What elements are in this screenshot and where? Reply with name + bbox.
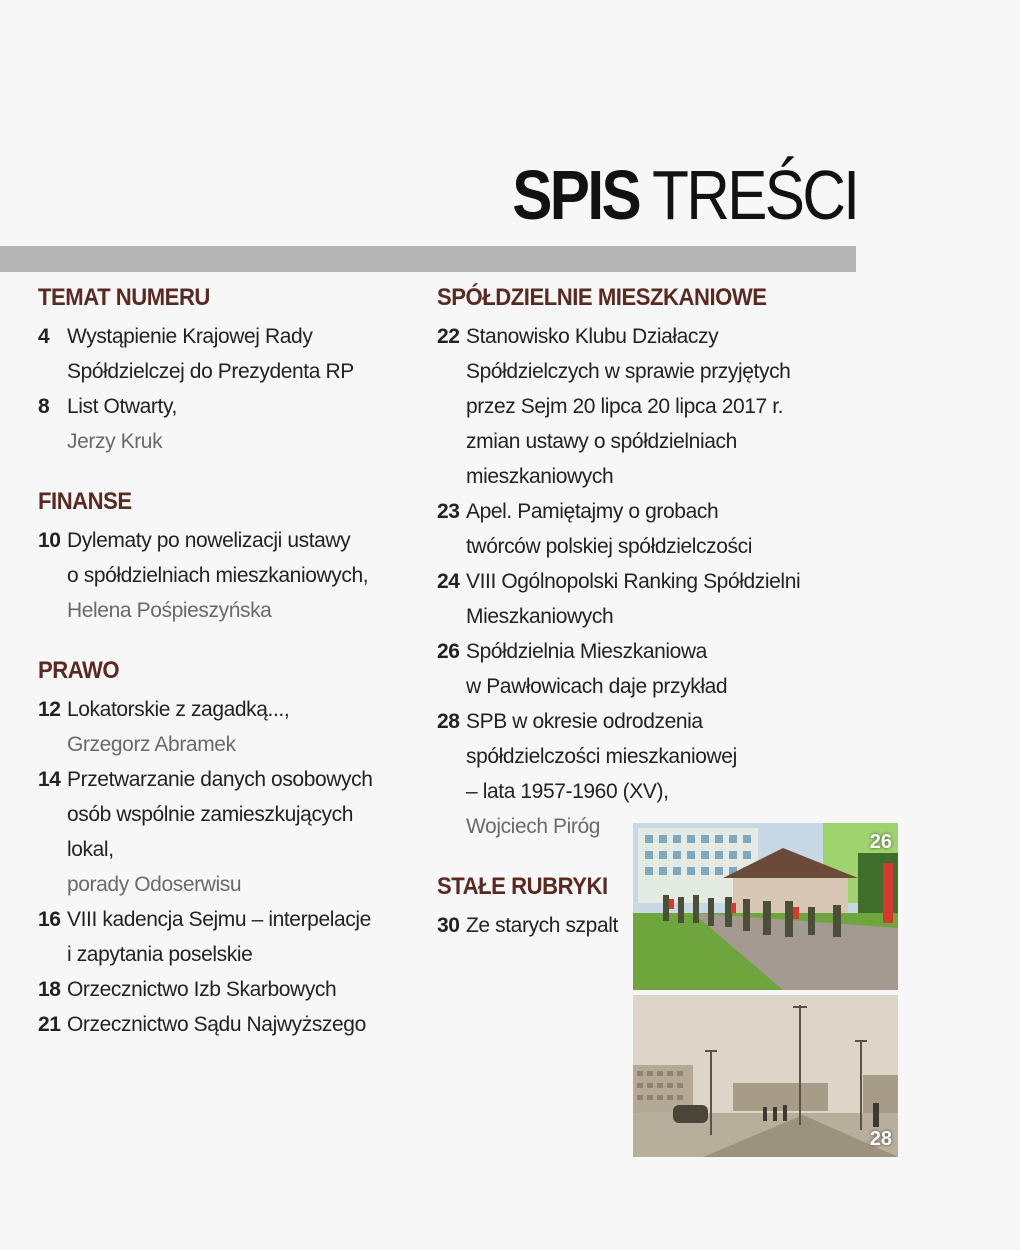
page-number: 12 <box>38 698 61 721</box>
entry-text <box>67 523 408 628</box>
page-number: 23 <box>437 500 460 523</box>
page-number: 22 <box>437 325 460 348</box>
entry-title-line: w Pawłowicach daje przykład <box>466 675 728 698</box>
toc-entry[interactable] <box>38 389 408 459</box>
entry-title-line: Przetwarzanie danych osobowych <box>67 768 373 791</box>
title-light: TREŚCI <box>651 156 857 234</box>
left-column <box>38 283 408 1070</box>
entry-author: Jerzy Kruk <box>67 430 163 453</box>
section-title: STAŁE RUBRYKI <box>437 873 608 900</box>
toc-entry[interactable] <box>437 564 817 634</box>
photo-archival-street <box>633 995 898 1157</box>
entry-text <box>466 319 817 494</box>
entry-title-line: Spółdzielnia Mieszkaniowa <box>466 640 707 663</box>
page-number: 26 <box>437 640 460 663</box>
entry-author: Helena Pośpieszyńska <box>67 599 272 622</box>
entry-title-line: twórców polskiej spółdzielczości <box>466 535 752 558</box>
page-number: 10 <box>38 529 61 552</box>
toc-entry[interactable] <box>437 319 817 494</box>
entry-title-line: Spółdzielczych w sprawie przyjętych <box>466 360 791 383</box>
entry-title-line: Spółdzielczej do Prezydenta RP <box>67 360 354 383</box>
toc-entry[interactable] <box>437 494 817 564</box>
page-title <box>512 150 857 240</box>
entry-author: porady Odoserwisu <box>67 873 242 896</box>
entry-text <box>67 972 408 1007</box>
entry-text <box>67 1007 408 1042</box>
parade-illustration <box>633 823 898 990</box>
toc-entry[interactable] <box>38 902 408 972</box>
entry-text <box>67 319 408 389</box>
title-bold: SPIS <box>511 156 639 234</box>
page-number: 24 <box>437 570 460 593</box>
entry-text <box>466 564 817 634</box>
header-divider-bar <box>0 246 856 272</box>
toc-section <box>38 656 408 1042</box>
toc-entry[interactable] <box>38 972 408 1007</box>
entry-title-line: zmian ustawy o spółdzielniach <box>466 430 737 453</box>
entry-text <box>466 634 817 704</box>
entry-title-line: SPB w okresie odrodzenia <box>466 710 703 733</box>
entry-text <box>67 762 408 902</box>
toc-entry[interactable] <box>38 762 408 902</box>
entry-title-line: – lata 1957-1960 (XV), <box>466 780 669 803</box>
entry-title-line: List Otwarty, <box>67 395 177 418</box>
page-number: 28 <box>437 710 460 733</box>
entry-text <box>466 494 817 564</box>
entry-title-line: VIII kadencja Sejmu – interpelacje <box>67 908 371 931</box>
toc-entry[interactable] <box>38 319 408 389</box>
toc-section <box>437 283 817 844</box>
entry-title-line: przez Sejm 20 lipca 20 lipca 2017 r. <box>466 395 784 418</box>
entry-title-line: Stanowisko Klubu Działaczy <box>466 325 719 348</box>
page-number: 21 <box>38 1013 61 1036</box>
entry-title-line: lokal, <box>67 838 114 861</box>
page-number: 8 <box>38 395 50 418</box>
page-number: 30 <box>437 914 460 937</box>
entry-author: Grzegorz Abramek <box>67 733 236 756</box>
entry-text <box>67 902 408 972</box>
page-number: 4 <box>38 325 50 348</box>
section-title: TEMAT NUMERU <box>38 284 210 311</box>
entry-title-line: osób wspólnie zamieszkujących <box>67 803 354 826</box>
entry-title-line: Orzecznictwo Sądu Najwyższego <box>67 1013 366 1036</box>
entry-title-line: Wystąpienie Krajowej Rady <box>67 325 313 348</box>
toc-section <box>38 283 408 459</box>
toc-entry[interactable] <box>38 523 408 628</box>
entry-title-line: spółdzielczości mieszkaniowej <box>466 745 737 768</box>
toc-entry[interactable] <box>38 1007 408 1042</box>
page-number: 16 <box>38 908 61 931</box>
page-number: 14 <box>38 768 61 791</box>
section-title: SPÓŁDZIELNIE MIESZKANIOWE <box>437 284 767 311</box>
entry-title-line: Mieszkaniowych <box>466 605 614 628</box>
photo-page-label: 28 <box>869 1128 892 1150</box>
entry-title-line: Apel. Pamiętajmy o grobach <box>466 500 719 523</box>
archival-street-illustration <box>633 995 898 1157</box>
toc-entry[interactable] <box>437 634 817 704</box>
page-number: 18 <box>38 978 61 1001</box>
entry-author: Wojciech Piróg <box>466 815 601 838</box>
entry-title-line: mieszkaniowych <box>466 465 614 488</box>
toc-entry[interactable] <box>38 692 408 762</box>
toc-section <box>38 487 408 628</box>
photo-page-label: 26 <box>869 831 892 853</box>
entry-title-line: Lokatorskie z zagadką..., <box>67 698 290 721</box>
entry-text <box>67 692 408 762</box>
entry-text <box>67 389 408 459</box>
section-title: PRAWO <box>38 657 120 684</box>
section-title: FINANSE <box>38 488 132 515</box>
photo-parade <box>633 823 898 990</box>
entry-title-line: VIII Ogólnopolski Ranking Spółdzielni <box>466 570 801 593</box>
entry-title-line: Dylematy po nowelizacji ustawy <box>67 529 351 552</box>
entry-title-line: i zapytania poselskie <box>67 943 253 966</box>
entry-title-line: Ze starych szpalt <box>466 914 618 937</box>
entry-title-line: Orzecznictwo Izb Skarbowych <box>67 978 337 1001</box>
entry-title-line: o spółdzielniach mieszkaniowych, <box>67 564 369 587</box>
